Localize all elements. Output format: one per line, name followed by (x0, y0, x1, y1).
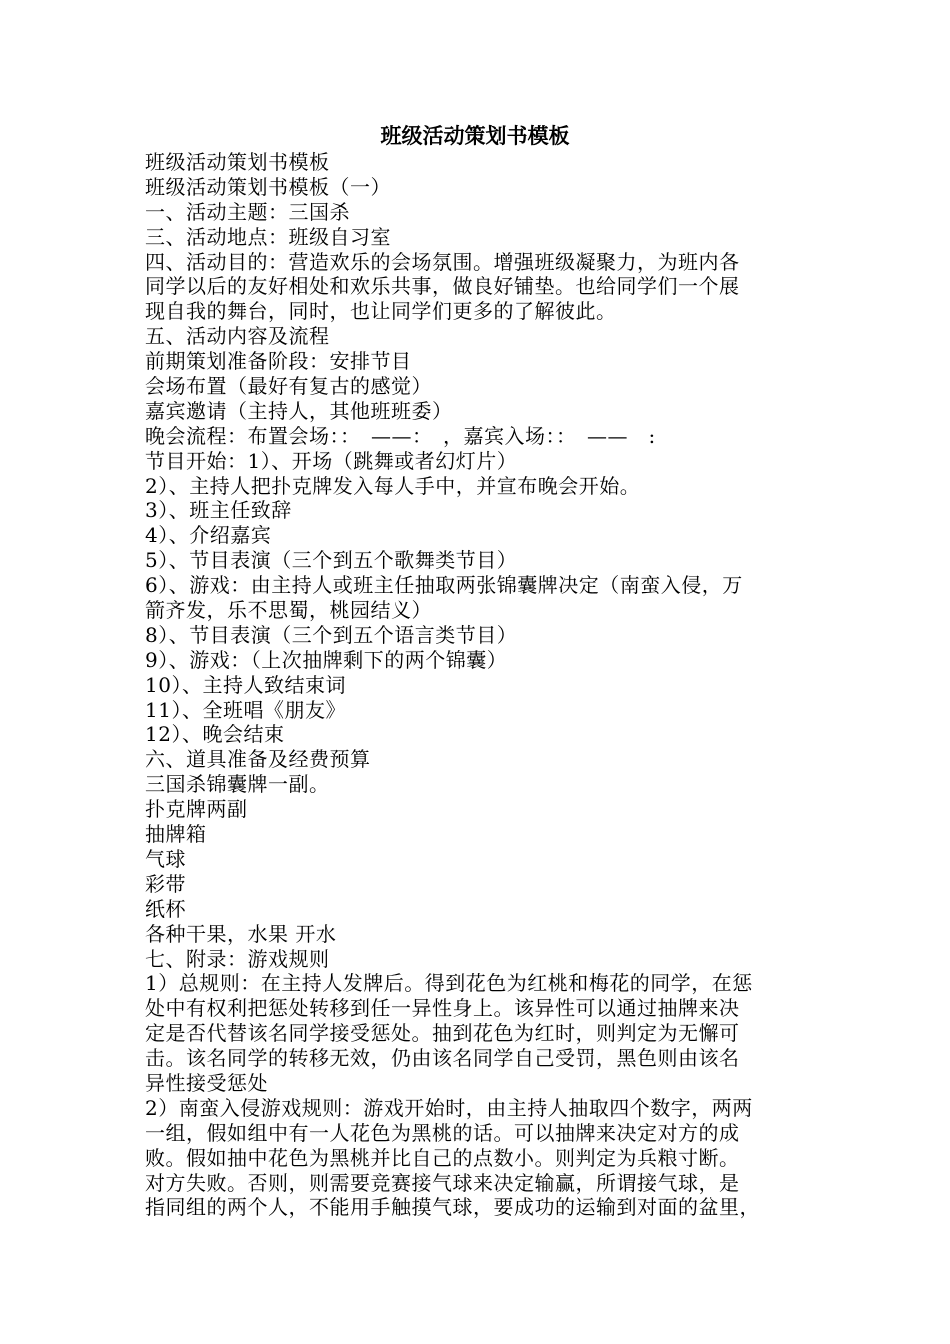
body-line: 现自我的舞台，同时，也让同学们更多的了解彼此。 (145, 299, 617, 324)
body-line: 晚会流程：布置会场：： ——： ，嘉宾入场：： —— : (145, 423, 656, 448)
body-line: 5）、节目表演（三个到五个歌舞类节目） (145, 548, 518, 573)
body-line: 8）、节目表演（三个到五个语言类节目） (145, 622, 518, 647)
body-line: 班级活动策划书模板 (145, 150, 330, 174)
body-line: 气球 (145, 846, 186, 871)
body-line: 三国杀锦囊牌一副。 (145, 772, 330, 797)
body-line: 1）总规则：在主持人发牌后。得到花色为红桃和梅花的同学，在惩 (145, 971, 753, 996)
body-line: 3）、班主任致辞 (145, 498, 292, 523)
body-line: 纸杯 (145, 896, 186, 921)
body-line: 对方失败。否则，则需要竞赛接气球来决定输赢，所谓接气球，是 (145, 1170, 740, 1195)
body-line: 定是否代替该名同学接受惩处。抽到花色为红时，则判定为无懈可 (145, 1021, 740, 1046)
body-line: 彩带 (145, 871, 186, 896)
body-line: 11）、全班唱《朋友》 (145, 697, 346, 722)
body-line: 嘉宾邀请（主持人，其他班班委） (145, 398, 453, 423)
body-line: 指同组的两个人，不能用手触摸气球，要成功的运输到对面的盆里， (145, 1195, 760, 1220)
body-line: 箭齐发，乐不思蜀，桃园结义） (145, 598, 432, 623)
body-line: 败。假如抽中花色为黑桃并比自己的点数小。则判定为兵粮寸断。 (145, 1145, 740, 1170)
body-line: 抽牌箱 (145, 822, 207, 847)
document-body (145, 150, 805, 1220)
body-line: 会场布置（最好有复古的感觉） (145, 374, 432, 399)
body-line: 扑克牌两副 (145, 797, 248, 822)
body-line: 节目开始：1）、开场（跳舞或者幻灯片） (145, 448, 518, 473)
body-line: 9）、游戏：（上次抽牌剩下的两个锦囊） (145, 647, 508, 672)
body-line: 一组，假如组中有一人花色为黑桃的话。可以抽牌来决定对方的成 (145, 1120, 740, 1145)
body-line: 击。该名同学的转移无效，仍由该名同学自己受罚，黑色则由该名 (145, 1046, 740, 1071)
body-line: 10）、主持人致结束词 (145, 672, 346, 697)
document-title: 班级活动策划书模板 (380, 123, 570, 148)
body-line: 一、活动主题：三国杀 (145, 199, 350, 224)
body-line: 前期策划准备阶段：安排节目 (145, 349, 412, 374)
body-line: 处中有权利把惩处转移到任一异性身上。该异性可以通过抽牌来决 (145, 996, 740, 1021)
body-line: 4）、介绍嘉宾 (145, 523, 272, 548)
body-line: 6）、游戏：由主持人或班主任抽取两张锦囊牌决定（南蛮入侵，万 (145, 573, 743, 598)
body-line: 七、附录：游戏规则 (145, 946, 330, 971)
body-line: 2）南蛮入侵游戏规则：游戏开始时，由主持人抽取四个数字，两两 (145, 1095, 753, 1120)
body-line: 三、活动地点：班级自习室 (145, 224, 391, 249)
body-line: 四、活动目的：营造欢乐的会场氛围。增强班级凝聚力，为班内各 (145, 249, 740, 274)
body-line: 同学以后的友好相处和欢乐共事，做良好铺垫。也给同学们一个展 (145, 274, 740, 299)
body-line: 异性接受惩处 (145, 1070, 268, 1095)
body-line: 12）、晚会结束 (145, 722, 285, 747)
body-line: 六、道具准备及经费预算 (145, 747, 371, 772)
body-line: 班级活动策划书模板（一） (145, 174, 391, 199)
body-line: 五、活动内容及流程 (145, 324, 330, 349)
body-line: 2）、主持人把扑克牌发入每人手中，并宣布晚会开始。 (145, 473, 641, 498)
body-line: 各种干果，水果 开水 (145, 921, 337, 946)
